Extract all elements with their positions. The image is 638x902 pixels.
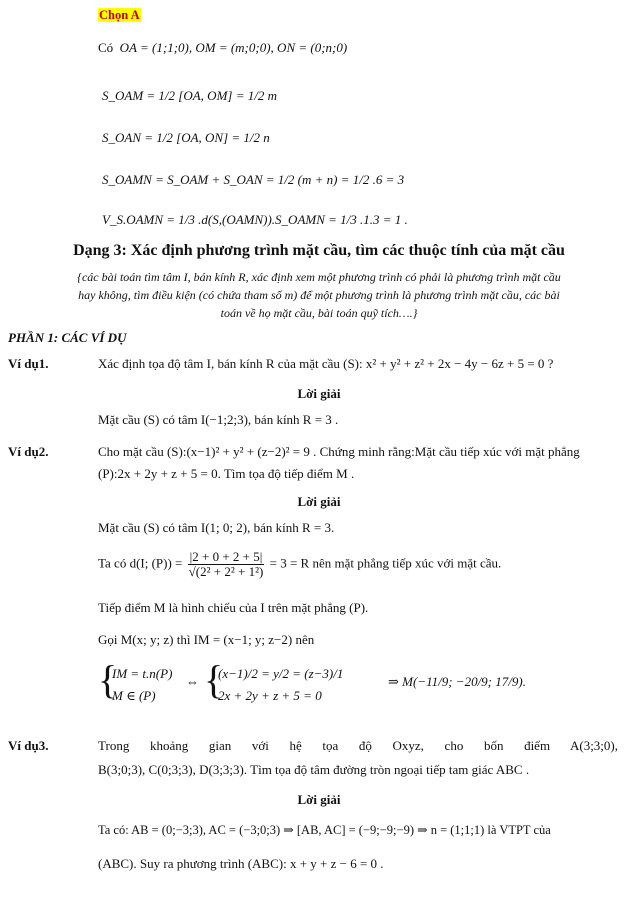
system-left-line1: IM = t.n(P) [112, 666, 173, 681]
answer-choice: Chọn A [99, 8, 140, 22]
system-right-line2: 2x + 2y + z + 5 = 0 [218, 688, 322, 703]
example-3-question-line2: B(3;0;3), C(0;3;3), D(3;3;3). Tìm tọa độ tâm đường tròn ngoại tiếp tam giác ABC . [98, 762, 530, 777]
equivalence-symbol: ⇔ [186, 674, 199, 689]
example-2-label: Ví dụ2. [8, 444, 49, 459]
section-title: Dạng 3: Xác định phương trình mặt cầu, tìm các thuộc tính của mặt cầu [73, 242, 565, 259]
system-right-line1: (x−1)/2 = y/2 = (z−3)/1 [218, 666, 344, 681]
vector-definitions: Có OA = (1;1;0), OM = (m;0;0), ON = (0;n;0) [98, 40, 348, 55]
example-3-solution-line1: Ta có: AB = (0;−3;3), AC = (−3;0;3) ⇒ [AB, AC] = (−9;−9;−9) ⇒ n = (1;1;1) là VTPT của [98, 823, 551, 837]
solution-heading-2: Lời giải [297, 494, 341, 509]
section-note: {các bài toán tìm tâm I, bán kính R, xác định xem một phương trình có phải là phương trình mặt cầu hay không, tìm điều kiện (có chứa tham số m) để một phương trình là phương trình mặt cầu, các bài toán về họ mặt cầu, bài toán quỹ tích….} [77, 270, 561, 320]
example-1-question: Xác định tọa độ tâm I, bán kính R của mặt cầu (S): x² + y² + z² + 2x − 4y − 6z + 5 = 0 ? [98, 356, 554, 371]
example-2-question-line2: (P):2x + 2y + z + 5 = 0. Tìm tọa độ tiếp điểm M . [98, 466, 355, 481]
example-2-question-line1: Cho mặt cầu (S):(x−1)² + y² + (z−2)² = 9 . Chứng minh rằng:Mặt cầu tiếp xúc với mặt phẳng [98, 444, 580, 459]
example-2-distance: Ta có d(I; (P)) = $\frac{|2 + 0 + 2 + 5|}{\text{√(2² + 2² + 1²)}}$ = 3 = R nên mặt phẳng tiếp xúc với mặt cầu. [98, 549, 502, 579]
distance-fraction: $\frac{|2 + 0 + 2 + 5|}{\text{√(2² + 2² + 1²)}}$ [188, 549, 264, 579]
right-brace: { [204, 657, 224, 702]
area-oam: S_OAM = 1/2 [OA, OM] = 1/2 m [102, 88, 277, 103]
example-1-solution: Mặt cầu (S) có tâm I(−1;2;3), bán kính R = 3 . [98, 412, 339, 427]
area-oan: S_OAN = 1/2 [OA, ON] = 1/2 n [102, 130, 270, 145]
example-1-label: Ví dụ1. [8, 356, 49, 371]
system-left-line2: M ∈ (P) [112, 688, 156, 703]
system-result: ⇒ M(−11/9; −20/9; 17/9). [388, 674, 526, 689]
part-heading: PHẦN 1: CÁC VÍ DỤ [8, 330, 127, 345]
example-3-solution-line2: (ABC). Suy ra phương trình (ABC): x + y + z − 6 = 0 . [98, 856, 384, 871]
example-2-call-m: Gọi M(x; y; z) thì IM = (x−1; y; z−2) nên [98, 632, 315, 647]
example-2-solution-center: Mặt cầu (S) có tâm I(1; 0; 2), bán kính R = 3. [98, 520, 335, 535]
example-2-tangent-point: Tiếp điểm M là hình chiếu của I trên mặt phẳng (P). [98, 600, 369, 615]
volume-formula: V_S.OAMN = 1/3 .d(S,(OAMN)).S_OAMN = 1/3 .1.3 = 1 . [102, 212, 408, 227]
solution-heading-3: Lời giải [297, 792, 341, 807]
example-3-label: Ví dụ3. [8, 738, 49, 753]
solution-heading-1: Lời giải [297, 386, 341, 401]
vector-list: OA = (1;1;0), OM = (m;0;0), ON = (0;n;0) [119, 40, 348, 55]
area-oamn: S_OAMN = S_OAM + S_OAN = 1/2 (m + n) = 1/2 .6 = 3 [102, 172, 405, 187]
example-3-question-line1: Trong khoảng gian với hệ tọa độ Oxyz, cho bốn điểm A(3;3;0), [98, 738, 618, 753]
left-brace: { [98, 657, 118, 702]
